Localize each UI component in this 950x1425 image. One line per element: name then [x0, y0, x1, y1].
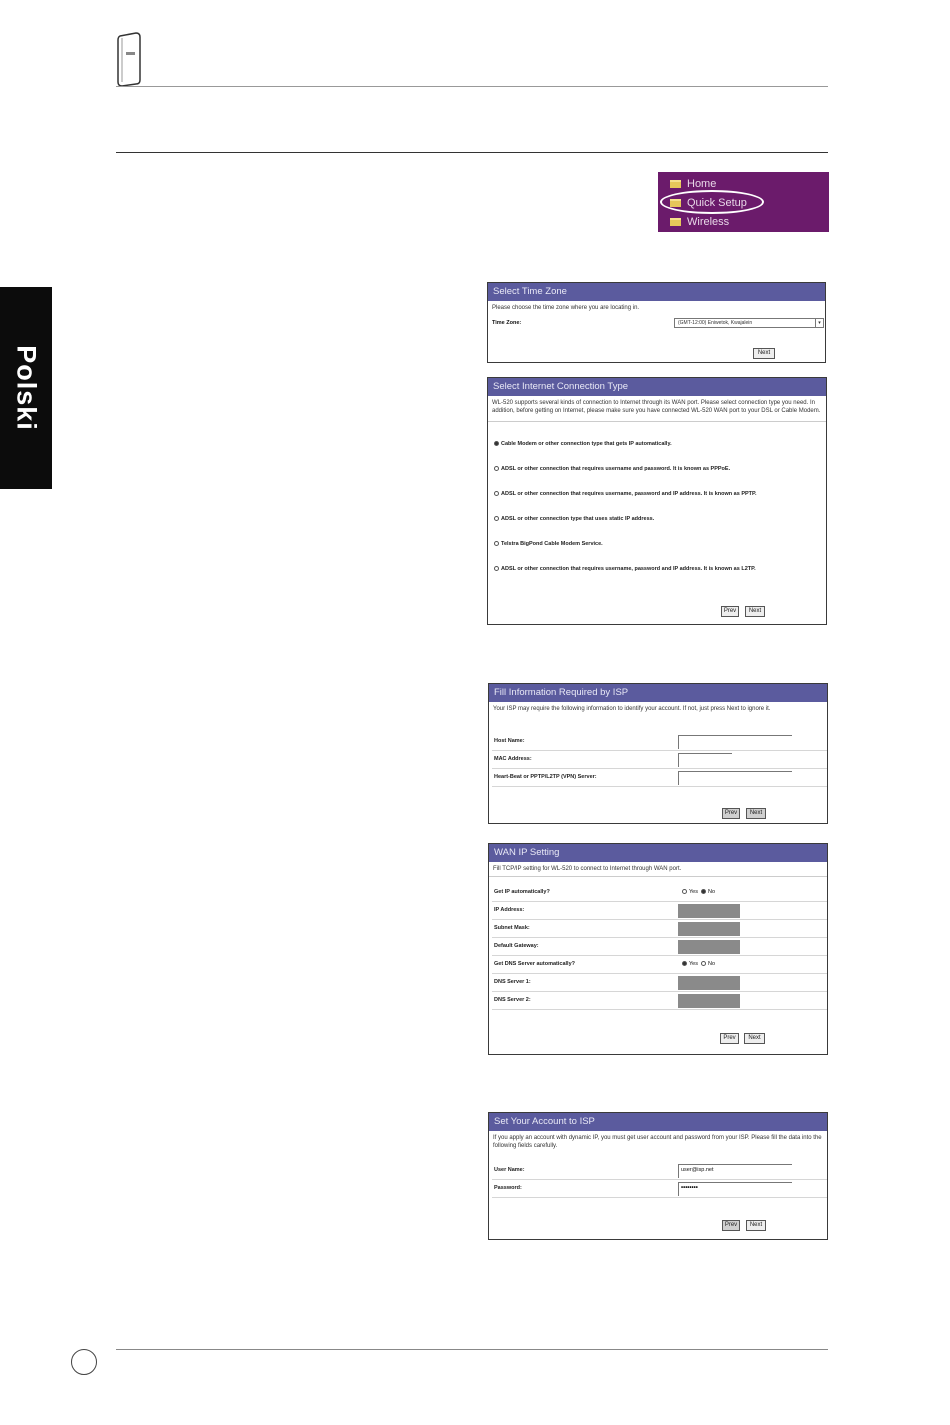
panel-title: WAN IP Setting	[489, 844, 827, 862]
form-row	[492, 884, 827, 902]
radio-label: Yes	[689, 889, 698, 895]
disabled-input[interactable]	[678, 922, 740, 936]
field-label: Subnet Mask:	[494, 925, 530, 931]
connection-type-panel	[487, 377, 827, 625]
language-tab-label: Polski	[11, 345, 42, 431]
field-label: Host Name:	[494, 738, 525, 744]
user-name-input[interactable]: user@isp.net	[678, 1164, 792, 1178]
section-rule	[116, 152, 828, 153]
radio-button[interactable]	[494, 441, 499, 446]
panel-description: Fill TCP/IP setting for WL-520 to connect to Internet through WAN port.	[489, 862, 827, 877]
field-label: Heart-Beat or PPTP/L2TP (VPN) Server:	[494, 774, 597, 780]
form-row	[492, 992, 827, 1010]
prev-button[interactable]: Prev	[722, 1220, 740, 1231]
language-tab	[0, 287, 52, 489]
menu-item-wireless[interactable]	[670, 215, 729, 229]
folder-icon	[670, 218, 681, 226]
next-button[interactable]: Next	[745, 606, 765, 617]
time-zone-select[interactable]	[674, 318, 824, 328]
radio-button[interactable]	[494, 516, 499, 521]
panel-title: Set Your Account to ISP	[489, 1113, 827, 1131]
field-label: User Name:	[494, 1167, 525, 1173]
disabled-input[interactable]	[678, 940, 740, 954]
footer-rule	[116, 1349, 828, 1350]
yes-no-radio-group	[682, 961, 718, 967]
panel-description: WL-520 supports several kinds of connection to Internet through its WAN port. Please select connection type you need. In addition, before getting on Internet, please make sure you have connected WL-520 WAN port to your DSL or Cable Modem.	[488, 396, 826, 422]
disabled-input[interactable]	[678, 976, 740, 990]
menu-item-label: Home	[687, 178, 717, 190]
panel-title: Fill Information Required by ISP	[489, 684, 827, 702]
field-label: Default Gateway:	[494, 943, 539, 949]
field-label: Get DNS Server automatically?	[494, 961, 576, 967]
next-button[interactable]: Next	[746, 808, 766, 819]
prev-button[interactable]: Prev	[720, 1033, 739, 1044]
radio-button[interactable]	[494, 466, 499, 471]
radio-no[interactable]	[701, 889, 706, 894]
field-label: DNS Server 2:	[494, 997, 531, 1003]
panel-title: Select Time Zone	[488, 283, 825, 301]
time-zone-label: Time Zone:	[492, 320, 522, 326]
form-row-mac-address	[492, 751, 827, 769]
connection-option[interactable]	[494, 441, 672, 447]
form-row-password	[492, 1180, 827, 1198]
connection-option[interactable]	[494, 466, 730, 472]
vpn-server-input[interactable]	[678, 771, 792, 785]
connection-option-label: ADSL or other connection that requires username, password and IP address. It is known as PPTP.	[501, 491, 757, 497]
radio-yes[interactable]	[682, 961, 687, 966]
time-zone-value: (GMT-12:00) Eniwetok, Kwajalein	[678, 320, 753, 326]
panel-title: Select Internet Connection Type	[488, 378, 826, 396]
connection-option-label: Telstra BigPond Cable Modem Service.	[501, 541, 603, 547]
next-button[interactable]: Next	[753, 348, 775, 359]
form-row-user-name	[492, 1162, 827, 1180]
form-row	[492, 956, 827, 974]
isp-account-panel	[488, 1112, 828, 1240]
connection-option-label: Cable Modem or other connection type that gets IP automatically.	[501, 441, 672, 447]
page-number-badge	[71, 1349, 97, 1375]
chevron-down-icon: ▾	[815, 319, 823, 327]
disabled-input[interactable]	[678, 904, 740, 918]
form-row	[492, 920, 827, 938]
panel-description: Your ISP may require the following information to identify your account. If not, just press Next to ignore it.	[493, 706, 771, 712]
isp-info-panel	[488, 683, 828, 824]
radio-label: No	[707, 961, 716, 967]
connection-option[interactable]	[494, 516, 654, 522]
field-label: IP Address:	[494, 907, 525, 913]
folder-icon	[670, 180, 681, 188]
password-input[interactable]: ••••••••	[678, 1182, 792, 1196]
host-name-input[interactable]	[678, 735, 792, 749]
panel-description: If you apply an account with dynamic IP, you must get user account and password from your ISP. Please fill the data into the following fields carefully.	[493, 1135, 822, 1149]
wan-ip-panel	[488, 843, 828, 1055]
connection-option[interactable]	[494, 541, 603, 547]
menu-item-label: Wireless	[687, 216, 730, 228]
field-label: Get IP automatically?	[494, 889, 550, 895]
next-button[interactable]: Next	[744, 1033, 765, 1044]
prev-button[interactable]: Prev	[722, 808, 740, 819]
radio-button[interactable]	[494, 491, 499, 496]
form-row-host-name	[492, 733, 827, 751]
connection-option[interactable]	[494, 491, 757, 497]
next-button[interactable]: Next	[746, 1220, 766, 1231]
time-zone-panel	[487, 282, 826, 363]
connection-option[interactable]	[494, 566, 756, 572]
field-label: Password:	[494, 1185, 522, 1191]
radio-yes[interactable]	[682, 889, 687, 894]
yes-no-radio-group	[682, 889, 718, 895]
form-row-vpn-server	[492, 769, 827, 787]
field-label: DNS Server 1:	[494, 979, 531, 985]
form-row	[492, 902, 827, 920]
mac-address-input[interactable]	[678, 753, 732, 767]
highlight-ellipse	[660, 190, 764, 214]
menu-item-label: Quick Setup	[687, 197, 747, 209]
radio-button[interactable]	[494, 566, 499, 571]
connection-option-label: ADSL or other connection type that uses static IP address.	[501, 516, 655, 522]
field-label: MAC Address:	[494, 756, 532, 762]
form-row	[492, 938, 827, 956]
connection-option-label: ADSL or other connection that requires username, password and IP address. It is known as L2TP.	[501, 566, 756, 572]
connection-option-label: ADSL or other connection that requires username and password. It is known as PPPoE.	[501, 466, 731, 472]
radio-label: Yes	[689, 961, 698, 967]
radio-button[interactable]	[494, 541, 499, 546]
header-rule	[116, 86, 828, 87]
menu-item-home[interactable]	[670, 177, 716, 191]
form-row	[492, 974, 827, 992]
radio-label: No	[707, 889, 716, 895]
disabled-input[interactable]	[678, 994, 740, 1008]
panel-description: Please choose the time zone where you are locating in.	[492, 305, 640, 311]
radio-no[interactable]	[701, 961, 706, 966]
prev-button[interactable]: Prev	[721, 606, 739, 617]
router-icon	[114, 32, 144, 88]
